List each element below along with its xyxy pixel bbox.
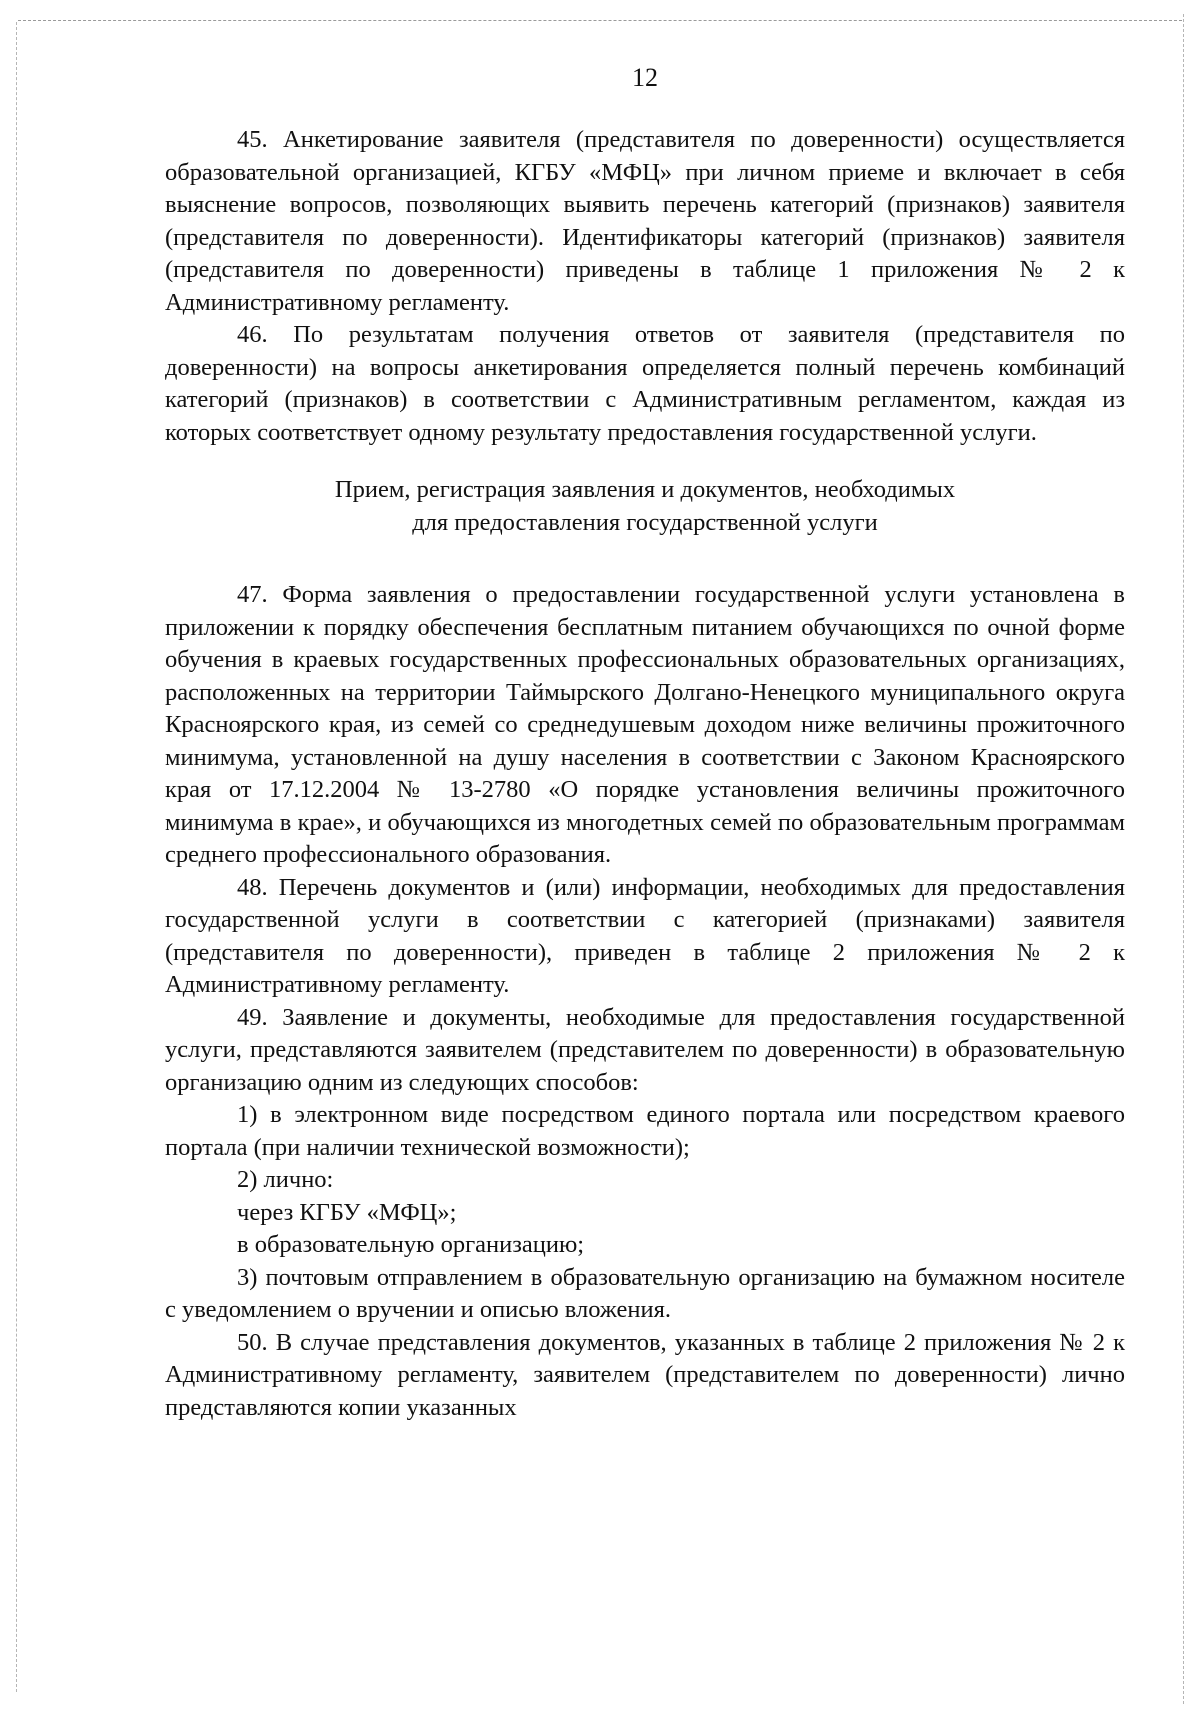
paragraph-46: 46. По результатам получения ответов от заявителя (представителя по доверенности) на вопросы анкетирования определяется полный перечень комбинаций категорий (признаков) в соответствии с Административным регламентом, каждая из которых соответствует одному результату предоставления государственной услуги. [165, 321, 1125, 446]
paragraph-48: 48. Перечень документов и (или) информации, необходимых для предоставления государственной услуги в соответствии с категорией (признаками) заявителя (представителя по доверенности), приведен в таблице 2 приложения № 2 к Административному регламенту. [165, 873, 1125, 998]
list-subitem-organization: в образовательную организацию; [237, 1231, 585, 1258]
scan-border-right [1183, 14, 1184, 1704]
list-item-1: 1) в электронном виде посредством единого портала или посредством краевого портала (при наличии технической возможности); [165, 1101, 1125, 1161]
scan-border-top [18, 20, 1182, 21]
paragraph-50: 50. В случае представления документов, указанных в таблице 2 приложения № 2 к Административному регламенту, заявителем (представителем по доверенности) лично представляются копии указанных [165, 1328, 1125, 1421]
list-subitem-mfc: через КГБУ «МФЦ»; [237, 1198, 457, 1226]
list-item-2: 2) лично: [237, 1166, 334, 1193]
page-number: 12 [632, 63, 658, 92]
section-heading [165, 473, 1125, 539]
section-heading-line-1: Прием, регистрация заявления и документов, необходимых [334, 476, 956, 503]
list-item-3: 3) почтовым отправлением в образовательную организацию на бумажном носителе с уведомлением о вручении и описью вложения. [165, 1263, 1125, 1323]
paragraph-49: 49. Заявление и документы, необходимые для предоставления государственной услуги, представляются заявителем (представителем по доверенности) в образовательную организацию одним из следующих способов: [165, 1003, 1125, 1096]
paragraph-47: 47. Форма заявления о предоставлении государственной услуги установлена в приложении к порядку обеспечения бесплатным питанием обучающихся по очной форме обучения в краевых государственных профессиональных образовательных организациях, расположенных на территории Таймырского Долгано-Ненецкого муниципального округа Красноярского края, из семей со среднедушевым доходом ниже величины прожиточного минимума, установленной на душу населения в соответствии с Законом Красноярского края от 17.12.2004 № 13-2780 «О порядке установления величины прожиточного минимума в крае», и обучающихся из многодетных семей по образовательным программам среднего профессионального образования. [165, 581, 1125, 868]
section-heading-line-2: для предоставления государственной услуги [412, 509, 878, 536]
scan-border-left [16, 22, 17, 1692]
document-body [165, 124, 1125, 1424]
paragraph-45: 45. Анкетирование заявителя (представителя по доверенности) осуществляется образовательной организацией, КГБУ «МФЦ» при личном приеме и включает в себя выяснение вопросов, позволяющих выявить перечень категорий (признаков) заявителя (представителя по доверенности). Идентификаторы категорий (признаков) заявителя (представителя по доверенности) приведены в таблице 1 приложения № 2 к Административному регламенту. [165, 126, 1125, 316]
